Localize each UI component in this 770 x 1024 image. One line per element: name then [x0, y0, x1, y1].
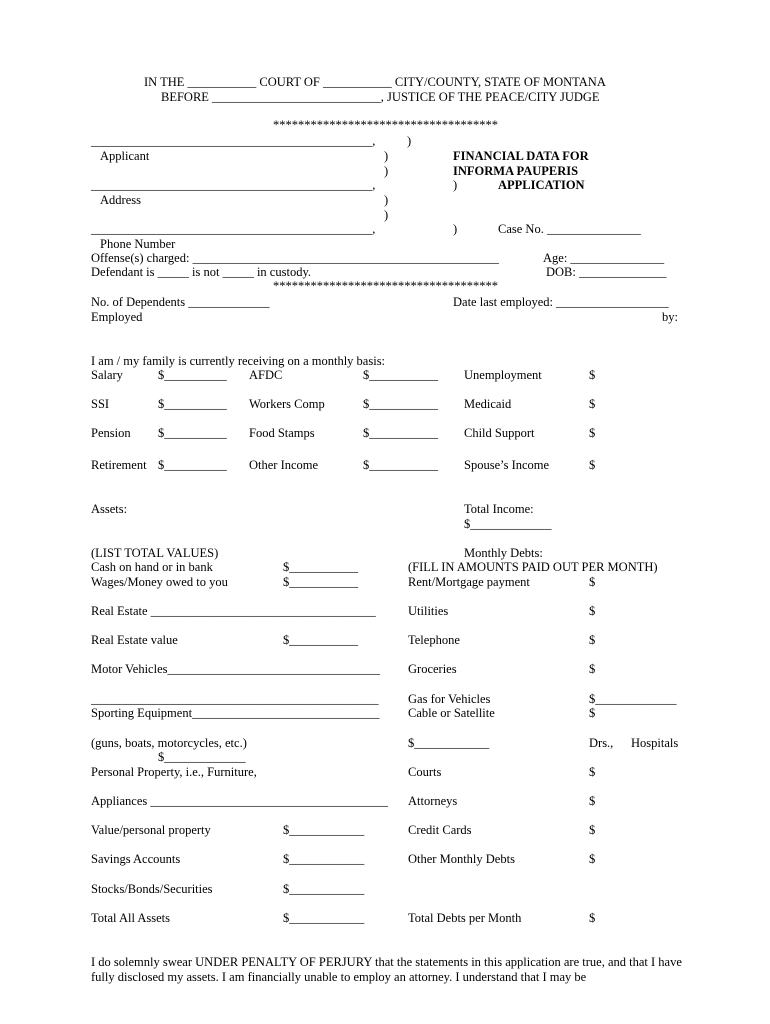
spouse-income-amount[interactable]: $ [589, 458, 596, 472]
credit-cards-amount[interactable]: $ [589, 823, 596, 837]
caption-paren: ) [453, 222, 458, 236]
salary-label: Salary [91, 368, 123, 382]
savings-label: Savings Accounts [91, 852, 181, 866]
unemployment-label: Unemployment [464, 368, 542, 382]
assets-label: Assets: [91, 502, 128, 516]
rent-label: Rent/Mortgage payment [408, 575, 530, 589]
caption-paren: ) [384, 193, 389, 207]
savings-amount[interactable]: $____________ [283, 852, 365, 866]
dependents-field[interactable]: No. of Dependents _____________ [91, 295, 270, 309]
appliances-field[interactable]: Appliances ______________________________________ [91, 794, 388, 808]
form-title-line3: APPLICATION [498, 178, 585, 192]
groceries-amount[interactable]: $ [589, 662, 596, 676]
other-income-amount[interactable]: $___________ [363, 458, 438, 472]
other-income-label: Other Income [249, 458, 319, 472]
real-estate-value-amount[interactable]: $___________ [283, 633, 358, 647]
applicant-line-2[interactable]: _____________________________________________, [91, 178, 376, 192]
telephone-amount[interactable]: $ [589, 633, 596, 647]
total-assets-amount[interactable]: $____________ [283, 911, 365, 925]
pension-label: Pension [91, 426, 131, 440]
caption-paren: ) [407, 134, 412, 148]
utilities-amount[interactable]: $ [589, 604, 596, 618]
cable-label: Cable or Satellite [408, 706, 495, 720]
personal-property-label: Personal Property, i.e., Furniture, [91, 765, 257, 779]
perjury-oath: I do solemnly swear UNDER PENALTY OF PERJURY that the statements in this application are true, and that I have fully disclosed my assets. I am financially unable to employ an attorney. I understand that I may be [91, 955, 682, 984]
hospitals-label: Hospitals [631, 736, 679, 750]
income-intro: I am / my family is currently receiving on a monthly basis: [91, 354, 386, 368]
form-title-line1: FINANCIAL DATA FOR [453, 149, 589, 163]
afdc-amount[interactable]: $___________ [363, 368, 438, 382]
caption-paren: ) [384, 164, 389, 178]
spouse-income-label: Spouse’s Income [464, 458, 550, 472]
wages-amount[interactable]: $___________ [283, 575, 358, 589]
total-income-amount[interactable]: $_____________ [464, 517, 552, 531]
fill-in-note: (FILL IN AMOUNTS PAID OUT PER MONTH) [408, 560, 658, 574]
offenses-field[interactable]: Offense(s) charged: _________________________________________________ [91, 251, 499, 265]
value-personal-amount[interactable]: $____________ [283, 823, 365, 837]
ssi-label: SSI [91, 397, 110, 411]
court-heading: IN THE ___________ COURT OF ___________ CITY/COUNTY, STATE OF MONTANA [144, 75, 606, 89]
total-debts-amount[interactable]: $ [589, 911, 596, 925]
drs-label: Drs., [589, 736, 614, 750]
groceries-label: Groceries [408, 662, 457, 676]
cash-label: Cash on hand or in bank [91, 560, 213, 574]
utilities-label: Utilities [408, 604, 449, 618]
workers-comp-amount[interactable]: $___________ [363, 397, 438, 411]
sporting-amount[interactable]: $_____________ [158, 750, 246, 764]
ssi-amount[interactable]: $__________ [158, 397, 227, 411]
applicant-label: Applicant [100, 149, 150, 163]
motor-vehicles-field[interactable]: Motor Vehicles__________________________________ [91, 662, 380, 676]
medical-amount[interactable]: $____________ [408, 736, 490, 750]
employed-by-label: by: [662, 310, 678, 324]
date-last-employed-field[interactable]: Date last employed: __________________ [453, 295, 669, 309]
caption-paren: ) [384, 149, 389, 163]
guns-note: (guns, boats, motorcycles, etc.) [91, 736, 247, 750]
salary-amount[interactable]: $__________ [158, 368, 227, 382]
separator-stars: ************************************ [273, 118, 498, 132]
medicaid-label: Medicaid [464, 397, 512, 411]
applicant-line[interactable]: _____________________________________________, [91, 134, 376, 148]
afdc-label: AFDC [249, 368, 283, 382]
real-estate-field[interactable]: Real Estate ____________________________________ [91, 604, 376, 618]
dob-field[interactable]: DOB: ______________ [546, 265, 667, 279]
cash-amount[interactable]: $___________ [283, 560, 358, 574]
caption-paren: ) [453, 178, 458, 192]
workers-comp-label: Workers Comp [249, 397, 325, 411]
rent-amount[interactable]: $ [589, 575, 596, 589]
form-title-line2: INFORMA PAUPERIS [453, 164, 579, 178]
retirement-label: Retirement [91, 458, 147, 472]
phone-label: Phone Number [100, 237, 176, 251]
attorneys-label: Attorneys [408, 794, 458, 808]
cable-amount[interactable]: $ [589, 706, 596, 720]
total-assets-label: Total All Assets [91, 911, 170, 925]
retirement-amount[interactable]: $__________ [158, 458, 227, 472]
child-support-amount[interactable]: $ [589, 426, 596, 440]
stocks-label: Stocks/Bonds/Securities [91, 882, 213, 896]
sporting-equipment-field[interactable]: Sporting Equipment______________________________ [91, 706, 380, 720]
total-income-label: Total Income: [464, 502, 534, 516]
food-stamps-amount[interactable]: $___________ [363, 426, 438, 440]
courts-label: Courts [408, 765, 442, 779]
attorneys-amount[interactable]: $ [589, 794, 596, 808]
gas-amount[interactable]: $_____________ [589, 692, 677, 706]
gas-label: Gas for Vehicles [408, 692, 491, 706]
other-monthly-label: Other Monthly Debts [408, 852, 515, 866]
stocks-amount[interactable]: $____________ [283, 882, 365, 896]
value-personal-label: Value/personal property [91, 823, 211, 837]
credit-cards-label: Credit Cards [408, 823, 472, 837]
list-total-values: (LIST TOTAL VALUES) [91, 546, 219, 560]
unemployment-amount[interactable]: $ [589, 368, 596, 382]
case-number-field[interactable]: Case No. _______________ [498, 222, 641, 236]
custody-field[interactable]: Defendant is _____ is not _____ in custody. [91, 265, 312, 279]
food-stamps-label: Food Stamps [249, 426, 315, 440]
telephone-label: Telephone [408, 633, 460, 647]
age-field[interactable]: Age: _______________ [543, 251, 665, 265]
wages-label: Wages/Money owed to you [91, 575, 228, 589]
vehicles-extra-line[interactable]: ______________________________________________ [91, 692, 379, 706]
address-line[interactable]: _____________________________________________, [91, 222, 376, 236]
judge-heading: BEFORE ___________________________, JUSTICE OF THE PEACE/CITY JUDGE [161, 90, 600, 104]
pension-amount[interactable]: $__________ [158, 426, 227, 440]
caption-paren: ) [384, 208, 389, 222]
real-estate-value-label: Real Estate value [91, 633, 178, 647]
address-label: Address [100, 193, 141, 207]
other-monthly-amount[interactable]: $ [589, 852, 596, 866]
total-debts-label: Total Debts per Month [408, 911, 522, 925]
child-support-label: Child Support [464, 426, 535, 440]
medicaid-amount[interactable]: $ [589, 397, 596, 411]
monthly-debts-label: Monthly Debts: [464, 546, 543, 560]
employed-label: Employed [91, 310, 143, 324]
separator-stars: ************************************ [273, 279, 498, 293]
courts-amount[interactable]: $ [589, 765, 596, 779]
